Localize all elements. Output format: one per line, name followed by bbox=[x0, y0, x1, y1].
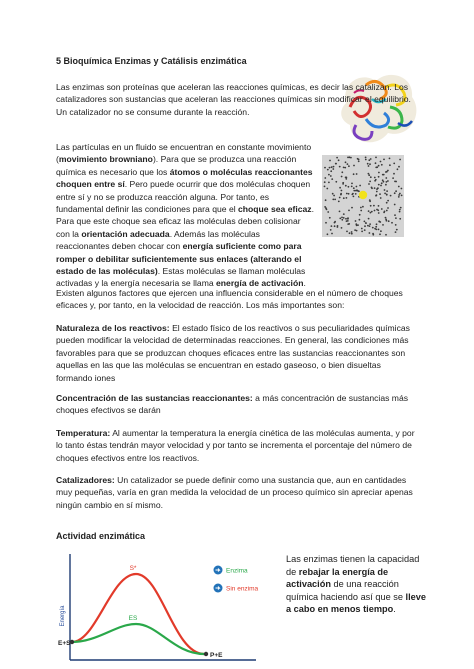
particle bbox=[356, 186, 358, 188]
particle bbox=[341, 217, 343, 219]
particle bbox=[397, 168, 399, 170]
particle bbox=[339, 218, 341, 220]
particle bbox=[364, 221, 366, 223]
factor-concentration-paragraph: Concentración de las sustancias reaccionantes: a más concentración de sustancias más choques efectivos se darán bbox=[56, 393, 409, 416]
particle bbox=[324, 167, 326, 169]
particle bbox=[326, 209, 328, 211]
particle bbox=[328, 174, 330, 176]
particle bbox=[400, 207, 402, 209]
particle bbox=[388, 220, 390, 222]
particle bbox=[353, 165, 355, 167]
particle bbox=[359, 185, 361, 187]
energy-diagram bbox=[56, 550, 260, 668]
particle bbox=[367, 163, 369, 165]
particle bbox=[365, 222, 367, 224]
peak-uncatalysed-label: S* bbox=[129, 565, 137, 572]
particle bbox=[333, 166, 335, 168]
particle bbox=[335, 181, 337, 183]
particle bbox=[379, 221, 381, 223]
particle bbox=[339, 211, 341, 213]
particle bbox=[348, 186, 350, 188]
particle bbox=[398, 194, 400, 196]
particle bbox=[373, 205, 375, 207]
particle bbox=[394, 192, 396, 194]
particle bbox=[369, 200, 371, 202]
particle bbox=[372, 233, 374, 235]
particle bbox=[394, 181, 396, 183]
particle bbox=[382, 224, 384, 226]
particle bbox=[340, 194, 342, 196]
factors-intro-paragraph: Existen algunos factores que ejercen una influencia considerable en el número de choques eficaces y, por tanto, en la velocidad de reacción. Los más importantes son: bbox=[56, 288, 403, 311]
particle bbox=[387, 180, 389, 182]
particle bbox=[378, 212, 380, 214]
particle bbox=[330, 175, 332, 177]
particle bbox=[352, 193, 354, 195]
particle bbox=[375, 195, 377, 197]
particle bbox=[387, 207, 389, 209]
particle bbox=[386, 171, 388, 173]
particle bbox=[347, 163, 349, 165]
particle bbox=[369, 232, 371, 234]
particle bbox=[396, 229, 398, 231]
particle bbox=[399, 159, 401, 161]
brownian-motion-image bbox=[322, 155, 404, 237]
particle bbox=[376, 191, 378, 193]
particle bbox=[371, 187, 373, 189]
particle bbox=[399, 218, 401, 220]
particle bbox=[386, 220, 388, 222]
particle bbox=[327, 211, 329, 213]
particle bbox=[337, 226, 339, 228]
particle bbox=[334, 221, 336, 223]
particle bbox=[333, 195, 335, 197]
particle bbox=[368, 210, 370, 212]
particle bbox=[398, 166, 400, 168]
particle bbox=[345, 177, 347, 179]
particle bbox=[385, 177, 387, 179]
legend-no-enzyme-label: Sin enzima bbox=[226, 585, 259, 593]
particle bbox=[347, 218, 349, 220]
particle bbox=[368, 173, 370, 175]
particle bbox=[395, 217, 397, 219]
page-title: 5 Bioquímica Enzimas y Catálisis enzimática bbox=[56, 56, 247, 66]
particle bbox=[349, 232, 351, 234]
particle bbox=[370, 212, 372, 214]
particle bbox=[327, 233, 329, 235]
particle bbox=[358, 190, 360, 192]
particle bbox=[385, 234, 387, 236]
particle bbox=[386, 181, 388, 183]
particle bbox=[391, 222, 393, 224]
particle bbox=[384, 193, 386, 195]
peak-catalysed-label: ES bbox=[128, 615, 138, 622]
particle bbox=[375, 229, 377, 231]
particle bbox=[343, 217, 345, 219]
particle bbox=[383, 181, 385, 183]
particle bbox=[401, 195, 403, 197]
particle bbox=[332, 199, 334, 201]
particle bbox=[375, 162, 377, 164]
particle bbox=[386, 190, 388, 192]
particle bbox=[380, 230, 382, 232]
particle bbox=[334, 199, 336, 201]
particle bbox=[380, 197, 382, 199]
particle bbox=[380, 161, 382, 163]
particle bbox=[375, 226, 377, 228]
particle bbox=[364, 225, 366, 227]
y-axis-label: Energía bbox=[60, 605, 66, 627]
particle bbox=[370, 158, 372, 160]
particle bbox=[394, 214, 396, 216]
particle bbox=[361, 231, 363, 233]
particle bbox=[353, 196, 355, 198]
particle bbox=[383, 174, 385, 176]
particle bbox=[327, 169, 329, 171]
particle bbox=[358, 159, 360, 161]
particle bbox=[346, 193, 348, 195]
legend-enzyme-label: Enzima bbox=[226, 567, 248, 575]
particle bbox=[377, 209, 379, 211]
particle bbox=[368, 183, 370, 185]
particle bbox=[356, 173, 358, 175]
particle bbox=[335, 163, 337, 165]
particle bbox=[354, 229, 356, 231]
particle bbox=[376, 188, 378, 190]
particle bbox=[342, 183, 344, 185]
particle bbox=[351, 183, 353, 185]
particle bbox=[324, 186, 326, 188]
particle bbox=[401, 188, 403, 190]
particle bbox=[325, 199, 327, 201]
factor-temperature-label: Temperatura: bbox=[56, 428, 111, 438]
particle bbox=[384, 211, 386, 213]
particle bbox=[331, 166, 333, 168]
particle bbox=[336, 157, 338, 159]
particle bbox=[351, 207, 353, 209]
section-subtitle: Actividad enzimática bbox=[56, 531, 146, 541]
particle bbox=[331, 233, 333, 235]
particle bbox=[331, 178, 333, 180]
particle bbox=[367, 225, 369, 227]
particle bbox=[326, 188, 328, 190]
particle bbox=[360, 207, 362, 209]
particle bbox=[399, 211, 401, 213]
particle bbox=[341, 176, 343, 178]
particle bbox=[369, 225, 371, 227]
particle bbox=[324, 177, 326, 179]
particle bbox=[368, 218, 370, 220]
curve-without-enzyme bbox=[72, 574, 208, 654]
particle bbox=[343, 213, 345, 215]
particle bbox=[386, 210, 388, 212]
particle bbox=[384, 189, 386, 191]
particle bbox=[343, 197, 345, 199]
particle bbox=[346, 231, 348, 233]
particle bbox=[331, 225, 333, 227]
particle bbox=[329, 217, 331, 219]
particle bbox=[399, 209, 401, 211]
particle bbox=[370, 176, 372, 178]
particle bbox=[356, 189, 358, 191]
particle bbox=[330, 170, 332, 172]
particle bbox=[344, 167, 346, 169]
particle bbox=[390, 195, 392, 197]
particle bbox=[358, 160, 360, 162]
particle bbox=[359, 214, 361, 216]
particle bbox=[368, 165, 370, 167]
factor-temperature-paragraph: Temperatura: Al aumentar la temperatura la energía cinética de las moléculas aumenta, y por lo tanto éstas tendrán mayor velocidad y por tanto se incrementa el porcentaje del número de choques efectivos entre los reactivos. bbox=[56, 428, 415, 463]
particle bbox=[395, 190, 397, 192]
particle bbox=[328, 182, 330, 184]
particle bbox=[393, 163, 395, 165]
particle bbox=[374, 177, 376, 179]
particle bbox=[365, 159, 367, 161]
particle bbox=[398, 196, 400, 198]
particle bbox=[353, 187, 355, 189]
collision-paragraph: Las partículas en un fluido se encuentran en constante movimiento (movimiento browniano). Para que se produzca una reacción química es necesario que los átomos o moléculas reaccionantes choquen entre sí. Pero puede ocurrir que dos moléculas choquen entre sí y no se produzca reacción alguna. Por tanto, es fundamental definir las condiciones para que el choque sea eficaz. Para que este choque sea eficaz las moléculas deben colisionar con la orientación adecuada. Además las moléculas reaccionantes deben chocar con energía suficiente como para romper o debilitar suficientemente sus enlaces (alterando el estado de las moléculas). Estas moléculas se llaman moléculas activadas y la energía necesaria se llama energía de activación. bbox=[56, 142, 314, 289]
tracked-particle bbox=[359, 191, 367, 199]
particle bbox=[338, 201, 340, 203]
particle bbox=[389, 164, 391, 166]
particle bbox=[398, 186, 400, 188]
particle bbox=[334, 225, 336, 227]
particle bbox=[369, 163, 371, 165]
particle bbox=[375, 179, 377, 181]
particle bbox=[353, 173, 355, 175]
particle bbox=[375, 167, 377, 169]
particle bbox=[369, 181, 371, 183]
factor-catalysts-label: Catalizadores: bbox=[56, 475, 115, 485]
particle bbox=[339, 187, 341, 189]
particle bbox=[346, 197, 348, 199]
particle bbox=[353, 190, 355, 192]
curve-with-enzyme bbox=[72, 624, 208, 654]
factor-nature-label: Naturaleza de los reactivos: bbox=[56, 323, 170, 333]
particle bbox=[381, 182, 383, 184]
particle bbox=[341, 219, 343, 221]
particle bbox=[324, 181, 326, 183]
particle bbox=[392, 177, 394, 179]
particle bbox=[348, 193, 350, 195]
particle bbox=[381, 164, 383, 166]
particle bbox=[346, 220, 348, 222]
particle bbox=[341, 171, 343, 173]
particle bbox=[351, 186, 353, 188]
particle bbox=[393, 173, 395, 175]
end-point bbox=[204, 652, 208, 656]
particle bbox=[345, 161, 347, 163]
particle bbox=[368, 159, 370, 161]
particle bbox=[359, 219, 361, 221]
particle bbox=[338, 159, 340, 161]
particle bbox=[364, 229, 366, 231]
particle bbox=[348, 210, 350, 212]
particle bbox=[387, 200, 389, 202]
particle bbox=[345, 218, 347, 220]
particle bbox=[370, 205, 372, 207]
particle bbox=[378, 205, 380, 207]
particle bbox=[355, 193, 357, 195]
particle bbox=[349, 156, 351, 158]
particle bbox=[389, 158, 391, 160]
particle bbox=[378, 176, 380, 178]
factor-nature-paragraph: Naturaleza de los reactivos: El estado físico de los reactivos o sus peculiaridades químicas pueden modificar la velocidad de determinadas reacciones. En general, las condiciones más favorables para que se produzcan choques eficaces entre las sustancias reaccionantes son aquellas en las que las moléculas se encuentran en estado gaseoso, o bien disueltas formando iones bbox=[56, 323, 410, 383]
particle bbox=[383, 159, 385, 161]
particle bbox=[379, 233, 381, 235]
particle bbox=[332, 193, 334, 195]
particle bbox=[350, 157, 352, 159]
particle bbox=[380, 185, 382, 187]
intro-paragraph: Las enzimas son proteínas que aceleran las reacciones químicas, es decir las catalizan. Los catalizadores son sustancias que aceleran las reacciones químicas sin modificar el equilibrio. Un catalizador no se consume durante la reacción. bbox=[56, 82, 411, 117]
particle bbox=[378, 229, 380, 231]
particle bbox=[374, 187, 376, 189]
particle bbox=[348, 165, 350, 167]
particle bbox=[394, 204, 396, 206]
particle bbox=[343, 167, 345, 169]
factor-catalysts-paragraph: Catalizadores: Un catalizador se puede definir como una sustancia que, aun en cantidades muy pequeñas, varía en gran medida la velocidad de un proceso químico sin apreciar apenas ningún cambio en sí mismo. bbox=[56, 475, 413, 510]
particle bbox=[379, 193, 381, 195]
particle bbox=[362, 206, 364, 208]
particle bbox=[348, 223, 350, 225]
particle bbox=[395, 231, 397, 233]
particle bbox=[360, 210, 362, 212]
particle bbox=[351, 231, 353, 233]
start-label: E+S bbox=[58, 640, 71, 647]
particle bbox=[395, 224, 397, 226]
particle bbox=[341, 227, 343, 229]
particle bbox=[378, 165, 380, 167]
particle bbox=[330, 229, 332, 231]
factor-concentration-label: Concentración de las sustancias reaccionantes: bbox=[56, 393, 253, 403]
particle bbox=[329, 160, 331, 162]
particle bbox=[375, 157, 377, 159]
particle bbox=[325, 222, 327, 224]
particle bbox=[339, 166, 341, 168]
particle bbox=[368, 174, 370, 176]
particle bbox=[345, 185, 347, 187]
particle bbox=[385, 184, 387, 186]
particle bbox=[378, 184, 380, 186]
particle bbox=[372, 227, 374, 229]
particle bbox=[355, 220, 357, 222]
particle bbox=[339, 197, 341, 199]
particle bbox=[365, 157, 367, 159]
particle bbox=[332, 168, 334, 170]
particle bbox=[374, 210, 376, 212]
particle bbox=[369, 223, 371, 225]
particle bbox=[356, 225, 358, 227]
particle bbox=[341, 190, 343, 192]
particle bbox=[386, 202, 388, 204]
particle bbox=[361, 228, 363, 230]
particle bbox=[385, 217, 387, 219]
particle bbox=[378, 172, 380, 174]
enzyme-activity-description: Las enzimas tienen la capacidad de rebajar la energía de activación de una reacción química haciendo así que se lleve a cabo en menos tiempo. bbox=[286, 554, 426, 615]
end-label: P+E bbox=[210, 652, 223, 659]
particle bbox=[381, 208, 383, 210]
particle bbox=[376, 223, 378, 225]
particle bbox=[329, 167, 331, 169]
particle bbox=[351, 233, 353, 235]
particle bbox=[386, 194, 388, 196]
